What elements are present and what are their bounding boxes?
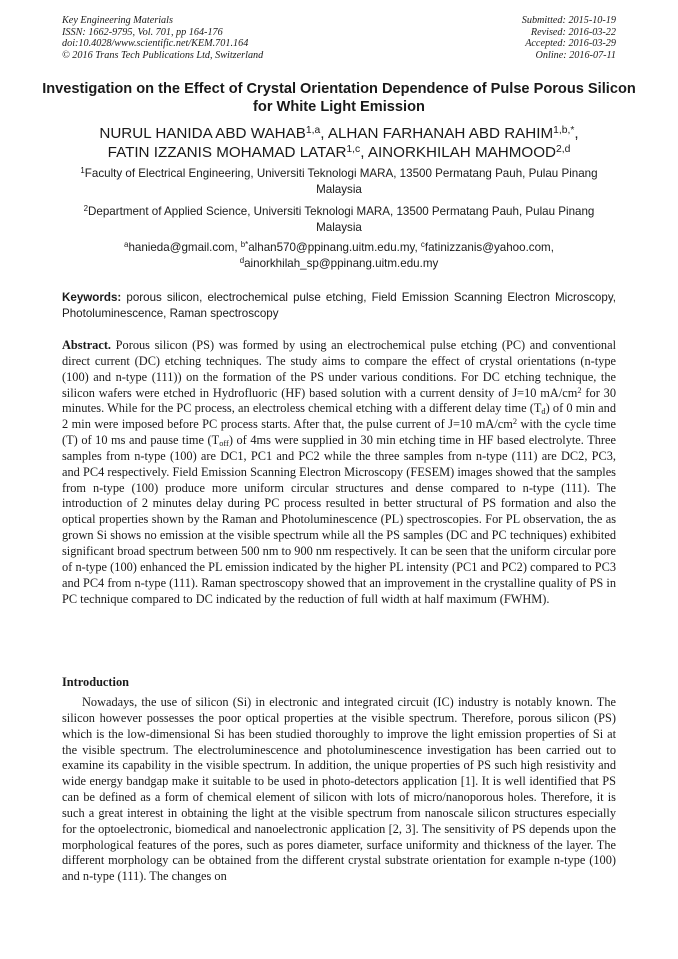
- author-name: FATIN IZZANIS MOHAMAD LATAR: [107, 144, 347, 161]
- abstract-sub: off: [219, 438, 229, 448]
- email-link[interactable]: fatinizzanis@yahoo.com: [424, 241, 551, 254]
- introduction-heading: Introduction: [62, 675, 129, 689]
- email-sup: a: [124, 240, 129, 250]
- author-list: NURUL HANIDA ABD WAHAB$^{1,a}$, ALHAN FARHANAH ABD $RAHIM^{1,b,*}$, FATIN IZZANIS MOHAMAD LATAR$^{1,c}$, AINORKHILAH MAHMOOD$^{2,d}$: [99, 125, 579, 161]
- affiliation-1: [70, 166, 608, 197]
- author-sup: 1,c: [346, 144, 361, 156]
- email-sup: d: [239, 255, 245, 265]
- affiliation-2: [70, 204, 608, 235]
- affiliation-text: Department of Applied Science, Universiti Teknologi MARA, 13500 Permatang Pauh, Pulau Pinang Malaysia: [88, 205, 595, 234]
- paper-title: Investigation on the Effect of Crystal Orientation Dependence of Pulse Porous Silicon for White Light Emission: [42, 81, 636, 115]
- journal-info: [62, 15, 263, 61]
- keywords-label: Keywords:: [62, 291, 122, 304]
- abstract-text: with the cycle time (T) of 10 ms and pause time (T: [62, 417, 616, 448]
- date-submitted: Submitted: 2015-10-19: [521, 15, 616, 26]
- abstract-sup: 2: [512, 417, 518, 427]
- journal-issn: ISSN: 1662-9795, Vol. 701, pp 164-176: [62, 26, 223, 38]
- email-sup: b*: [240, 240, 249, 250]
- author-name: ALHAN FARHANAH ABD RAHIM: [327, 125, 554, 142]
- email-link[interactable]: ainorkhilah_sp@ppinang.uitm.edu.my: [244, 256, 439, 270]
- affiliation-sup: 1: [80, 166, 85, 176]
- abstract-block: [62, 338, 616, 607]
- abstract-text: ) of 4ms were supplied in 30 min etching time in HF based electrolyte. Three samples from n-type (100) are DC1, PC1 and PC2 while the three samples from n-type (111) are DC2, PC3, and PC4 respectively. Field Emission Scanning Electron Microscopy (FESEM) images showed that the samples from n-type (100) produce more uniform circular structures and dense compared to n-type (111). The introduction of 2 minutes delay during PC process resulted in better structural of PS formation and also the optical properties shown by the Raman and Photoluminescence (PL) spectroscopies. For PL observation, the as grown Si shows no emission at the visible spectrum while all the PS samples (DC and PC techniques) exhibited significant broad spectrum between 500 nm to 900 nm respectively. It can be seen that the uniform circular pore of n-type (100) enhanced the PL emission indicated by the higher PL intensity (PC1 and PC2) compared to PC3 and PC4 from n-type (111). Raman spectroscopy showed that an improvement in the crystalline quality of PS in PC technique compared to DC indicated by the reduction of full width at half maximum (FWHM).: [62, 433, 616, 606]
- abstract-sub: d: [541, 407, 546, 417]
- author-sup: 1,b,*: [553, 125, 575, 137]
- journal-copyright: © 2016 Trans Tech Publications Ltd, Switzerland: [62, 49, 264, 61]
- journal-name: Key Engineering Materials: [62, 15, 173, 26]
- email-sup: c: [420, 240, 425, 250]
- author-sup: 2,d: [556, 144, 571, 156]
- author-name: NURUL HANIDA ABD WAHAB: [99, 125, 306, 142]
- introduction-paragraph: Nowadays, the use of silicon (Si) in electronic and integrated circuit (IC) industry is notably known. The silicon however possesses the poor optical properties at the visible spectrum. Therefore, porous silicon (PS) which is the low-dimensional Si has been studied thoroughly to improve the light emission properties of Si at the visible spectrum. The electroluminescence and photoluminescence investigation has been carried out to examine its capability in the visible spectrum. In addition, the unique properties of PS such high resistivity and wide energy bandgap make it suitable to be used in photo-detectors application [1]. It is well identified that PS can be defined as a form of chemical element of silicon with lots of micro/nanoporous holes. Therefore, it is such a great interest in obtaining the light at the visible spectrum from nanoscale silicon structures especially for the optoelectronic, biomedical and nanoelectronic application [2, 3]. The sensitivity of PS depends upon the morphological features of the pores, such as pores diameter, surface uniformity and thickness of the layer. The different morphology can be obtained from the different crystal substrate orientation for example n-type (100) and n-type (111). The changes on: [62, 695, 616, 884]
- journal-header: [62, 15, 616, 61]
- author-sup: 1,a: [305, 125, 321, 137]
- article-dates: [522, 15, 616, 61]
- affiliation-text: Faculty of Electrical Engineering, Universiti Teknologi MARA, 13500 Permatang Pauh, Pulau Pinang Malaysia: [84, 167, 598, 196]
- date-online: Online: 2016-07-11: [535, 49, 616, 61]
- introduction-body: [62, 695, 616, 885]
- journal-doi: doi:10.4028/www.scientific.net/KEM.701.164: [62, 38, 249, 50]
- abstract-sup: 2: [577, 385, 582, 395]
- date-accepted: Accepted: 2016-03-29: [525, 38, 616, 50]
- keywords-text: porous silicon, electrochemical pulse etching, Field Emission Scanning Electron Microscopy, Photoluminescence, Raman spectroscopy: [62, 291, 616, 320]
- abstract-text: for 30 minutes. While for the PC process, an electroless chemical etching with a different delay time (T: [62, 385, 617, 416]
- abstract-text: Porous silicon (PS) was formed by using an electrochemical pulse etching (PC) and conventional direct current (DC) etching techniques. The study aims to compare the effect of crystal orientations (n-type (100) and n-type (111)) on the formation of the PS under various conditions. For DC etching technique, the silicon wafers were etched in Hydrofluoric (HF) based solution with a current density of J=10 mA/cm: [62, 338, 616, 400]
- author-emails: $^a$hanieda@gmail.com, $^{b*}$alhan570@ppinang.uitm.edu.my, $^c$fatinizzanis@yahoo.com, $^d$ainorkhilah_sp@ppinang.uitm.edu.my: [124, 240, 554, 270]
- keywords-block: [62, 290, 616, 321]
- date-revised: Revised: 2016-03-22: [530, 26, 616, 38]
- affiliation-sup: 2: [83, 204, 89, 214]
- author-name: AINORKHILAH MAHMOOD: [367, 144, 556, 161]
- abstract-text: ) of 0 min and 2 min were imposed before PC process starts. After that, the pulse current of J=10 mA/cm: [62, 401, 616, 432]
- abstract-label: Abstract.: [62, 338, 112, 352]
- email-link[interactable]: hanieda@gmail.com: [128, 241, 235, 254]
- email-link[interactable]: alhan570@ppinang.uitm.edu.my: [248, 241, 415, 254]
